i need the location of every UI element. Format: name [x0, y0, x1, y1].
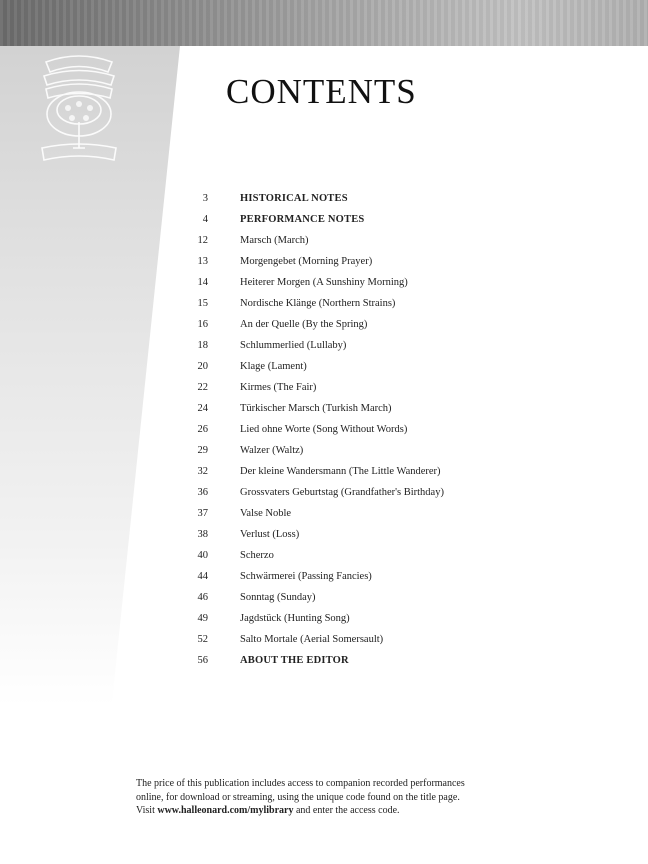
toc-title: Sonntag (Sunday) — [240, 592, 316, 603]
toc-entry — [160, 508, 580, 529]
toc-entry — [160, 529, 580, 550]
toc-entry — [160, 277, 580, 298]
toc-page-number: 44 — [197, 571, 208, 582]
toc-entry — [160, 613, 580, 634]
toc-title: Marsch (March) — [240, 235, 309, 246]
toc-entry — [160, 424, 580, 445]
toc-title: Walzer (Waltz) — [240, 445, 304, 456]
top-decorative-band — [0, 0, 648, 46]
toc-entry — [160, 655, 580, 676]
toc-page-number: 32 — [197, 466, 208, 477]
toc-entry — [160, 193, 580, 214]
table-of-contents — [160, 193, 580, 676]
toc-entry — [160, 319, 580, 340]
toc-entry — [160, 571, 580, 592]
toc-title: Türkischer Marsch (Turkish March) — [240, 403, 392, 414]
toc-page-number: 4 — [202, 214, 208, 225]
toc-page-number: 22 — [197, 382, 208, 393]
toc-entry — [160, 214, 580, 235]
toc-page-number: 56 — [197, 655, 208, 666]
toc-title: Schlummerlied (Lullaby) — [240, 340, 347, 351]
toc-page-number: 18 — [197, 340, 208, 351]
toc-title: HISTORICAL NOTES — [240, 193, 348, 204]
toc-page-number: 20 — [197, 361, 208, 372]
note-text: Visit — [136, 805, 158, 816]
toc-page-number: 49 — [197, 613, 208, 624]
toc-title: An der Quelle (By the Spring) — [240, 319, 368, 330]
toc-page-number: 15 — [197, 298, 208, 309]
toc-entry — [160, 340, 580, 361]
toc-page-number: 24 — [197, 403, 208, 414]
toc-page-number: 29 — [197, 445, 208, 456]
toc-page-number: 36 — [197, 487, 208, 498]
toc-entry — [160, 466, 580, 487]
toc-page-number: 16 — [197, 319, 208, 330]
toc-entry — [160, 361, 580, 382]
toc-page-number: 12 — [197, 235, 208, 246]
toc-page-number: 37 — [197, 508, 208, 519]
toc-title: PERFORMANCE NOTES — [240, 214, 365, 225]
toc-entry — [160, 592, 580, 613]
toc-page-number: 13 — [197, 256, 208, 267]
page-title: CONTENTS — [226, 72, 417, 111]
toc-title: Grossvaters Geburtstag (Grandfather's Birthday) — [240, 487, 444, 498]
note-line — [136, 804, 556, 818]
note-text: and enter the access code. — [293, 805, 400, 816]
toc-entry — [160, 634, 580, 655]
toc-title: Jagdstück (Hunting Song) — [240, 613, 350, 624]
toc-page-number: 38 — [197, 529, 208, 540]
toc-title: Klage (Lament) — [240, 361, 307, 372]
toc-entry — [160, 550, 580, 571]
publisher-crest-logo — [38, 52, 120, 168]
toc-entry — [160, 487, 580, 508]
toc-entry — [160, 382, 580, 403]
toc-title: Salto Mortale (Aerial Somersault) — [240, 634, 384, 645]
toc-title: Morgengebet (Morning Prayer) — [240, 256, 373, 267]
toc-title: Lied ohne Worte (Song Without Words) — [240, 424, 408, 435]
toc-title: Schwärmerei (Passing Fancies) — [240, 571, 372, 582]
toc-page-number: 40 — [197, 550, 208, 561]
toc-entry — [160, 445, 580, 466]
toc-title: Verlust (Loss) — [240, 529, 300, 540]
toc-page-number: 3 — [202, 193, 208, 204]
library-url-link[interactable]: www.halleonard.com/mylibrary — [157, 805, 294, 816]
note-line: online, for download or streaming, using the unique code found on the title page. — [136, 791, 460, 803]
toc-entry — [160, 403, 580, 424]
note-line: The price of this publication includes access to companion recorded performances — [136, 778, 465, 789]
toc-page-number: 46 — [197, 592, 208, 603]
toc-title: Scherzo — [240, 550, 274, 561]
toc-page-number: 52 — [197, 634, 208, 645]
toc-title: Heiterer Morgen (A Sunshiny Morning) — [240, 277, 408, 288]
toc-page-number: 26 — [197, 424, 208, 435]
toc-title: Valse Noble — [240, 508, 292, 519]
toc-title: Der kleine Wandersmann (The Little Wanderer) — [240, 466, 441, 477]
toc-title: ABOUT THE EDITOR — [240, 655, 349, 666]
access-code-note — [136, 777, 556, 818]
toc-entry — [160, 256, 580, 277]
toc-entry — [160, 235, 580, 256]
toc-title: Nordische Klänge (Northern Strains) — [240, 298, 396, 309]
toc-entry — [160, 298, 580, 319]
toc-page-number: 14 — [197, 277, 208, 288]
toc-title: Kirmes (The Fair) — [240, 382, 317, 393]
